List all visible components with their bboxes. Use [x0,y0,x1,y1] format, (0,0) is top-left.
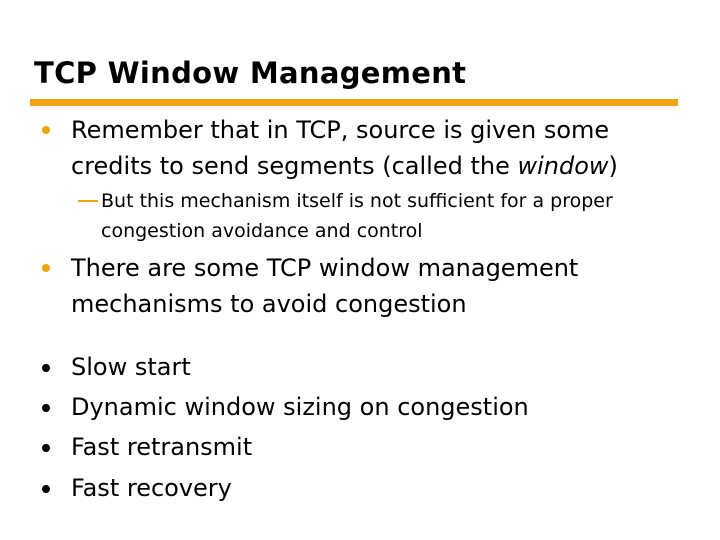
bullet-line: There are some TCP window management [71,254,579,282]
bullet-text-suffix: ) [608,152,618,180]
bullet-dot-icon [42,364,50,372]
list-item-text: Fast retransmit [71,433,253,461]
list-item-text: Fast recovery [71,474,232,502]
bullet-line [71,148,618,184]
dash-icon [78,200,98,202]
bullet-dot-icon [42,264,50,272]
bullet-dot-icon [42,485,50,493]
slide-title: TCP Window Management [34,56,467,90]
bullet-text-prefix: credits to send segments (called the [71,152,518,180]
bullet-dot-icon [42,404,50,412]
title-underline [30,99,678,106]
bullet-line: Remember that in TCP, source is given some [71,116,610,144]
bullet-dot-icon [42,126,50,134]
bullet-text [71,250,578,322]
bullet-line: mechanisms to avoid congestion [71,290,467,318]
bullet-text [71,112,618,184]
sub-bullet-line: But this mechanism itself is not sufficient for a proper [101,190,613,212]
list-item-text: Slow start [71,353,191,381]
sub-bullet-text [101,186,613,246]
list-item-text: Dynamic window sizing on congestion [71,393,529,421]
bullet-dot-icon [42,444,50,452]
emphasis-window: window [517,152,609,180]
sub-bullet-line: congestion avoidance and control [101,220,423,242]
